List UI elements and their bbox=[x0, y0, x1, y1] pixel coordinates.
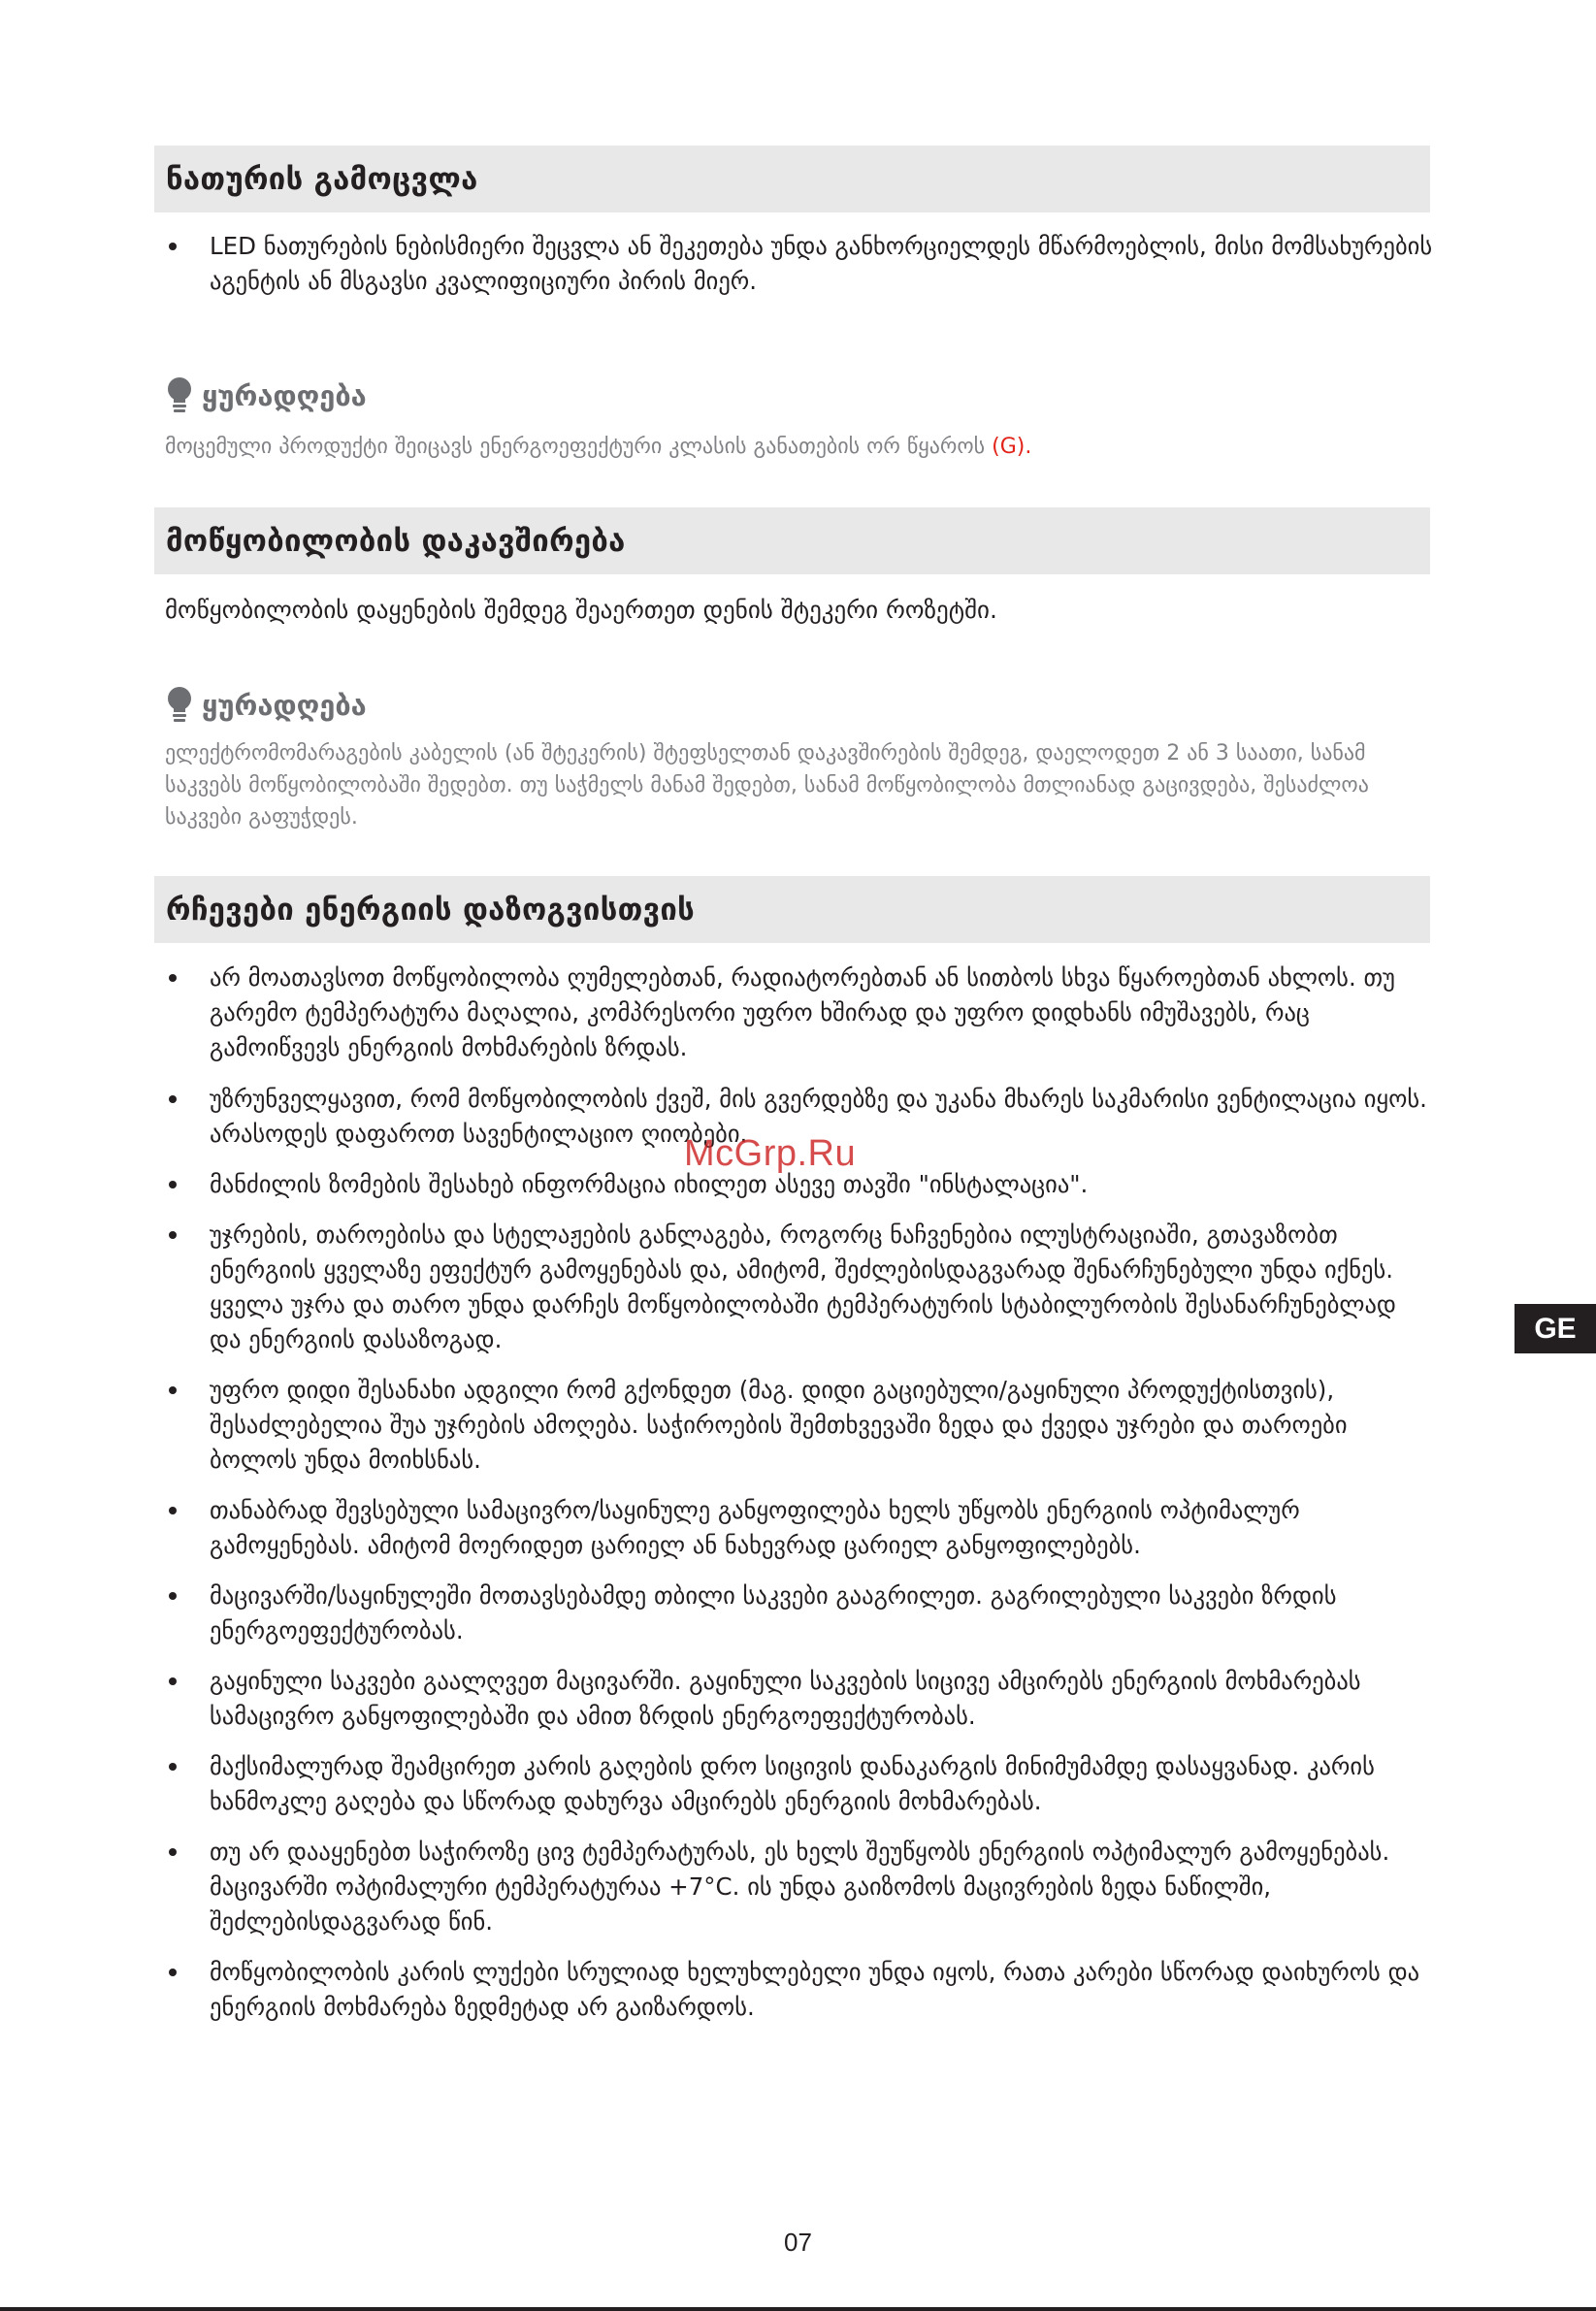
page-number: 07 bbox=[784, 2228, 812, 2257]
language-tab: GE bbox=[1515, 1304, 1596, 1353]
section-title: მოწყობილობის დაკავშირება bbox=[166, 523, 626, 559]
list-item: უზრუნველყავით, რომ მოწყობილობის ქვეშ, მის გვერდებზე და უკანა მხარეს საკმარისი ვენტილაცია იყოს. არასოდეს დაფაროთ სავენტილაციო ღიობები. bbox=[154, 1082, 1435, 1152]
bulb-icon bbox=[165, 376, 194, 415]
caution-label: ყურადღება bbox=[202, 689, 367, 722]
caution-text: ელექტრომომარაგების კაბელის (ან შტეკერის) შტეფსელთან დაკავშირების შემდეგ, დაელოდეთ 2 ან 3 საათი, სანამ საკვებს მოწყობილობაში შედებთ. თუ საჭმელს მანამ შედებთ, სანამ მოწყობილობა მთლიანად გაცივდება, შესაძლოა საკვები გაფუჭდეს. bbox=[165, 741, 1369, 830]
section-header-connect bbox=[154, 507, 1430, 574]
list-item: მაცივარში/საყინულეში მოთავსებამდე თბილი საკვები გააგრილეთ. გაგრილებული საკვები ზრდის ენერგოეფექტურობას. bbox=[154, 1579, 1435, 1648]
caution-label: ყურადღება bbox=[202, 379, 367, 412]
caution-body: მოცემული პროდუქტი შეიცავს ენერგოეფექტური კლასის განათების ორ წყაროს bbox=[165, 435, 986, 459]
caution-text bbox=[165, 431, 1426, 463]
tips-bullet-list bbox=[154, 960, 1435, 2025]
list-item: LED ნათურების ნებისმიერი შეცვლა ან შეკეთება უნდა განხორციელდეს მწარმოებლის, მისი მომსახურების აგენტის ან მსგავსი კვალიფიციური პირის მიერ. bbox=[154, 229, 1435, 299]
caution-heading bbox=[165, 684, 367, 727]
section-title: რჩევები ენერგიის დაზოგვისთვის bbox=[166, 892, 696, 928]
list-item: მაქსიმალურად შეამცირეთ კარის გაღების დრო სიცივის დანაკარგის მინიმუმამდე დასაყვანად. კარის ხანმოკლე გაღება და სწორად დახურვა ამცირებს ენერგიის მოხმარებას. bbox=[154, 1749, 1435, 1819]
list-item: უჯრების, თაროებისა და სტელაჟების განლაგება, როგორც ნაჩვენებია ილუსტრაციაში, გთავაზობთ ენერგიის ყველაზე ეფექტურ გამოყენებას და, ამიტომ, შეძლებისდაგვარად შენარჩუნებული უნდა იქნეს. ყველა უჯრა და თარო უნდა დარჩეს მოწყობილობაში ტემპერატურის სტაბილურობის შესანარჩუნებლად და ენერგიის დასაზოგად. bbox=[154, 1218, 1435, 1357]
list-item: უფრო დიდი შესანახი ადგილი რომ გქონდეთ (მაგ. დიდი გაციებული/გაყინული პროდუქტისთვის), შესაძლებელია შუა უჯრების ამოღება. საჭიროების შემთხვევაში ზედა და ქვედა უჯრები და თაროები ბოლოს უნდა მოიხსნას. bbox=[154, 1373, 1435, 1478]
list-item: არ მოათავსოთ მოწყობილობა ღუმელებთან, რადიატორებთან ან სითბოს სხვა წყაროებთან ახლოს. თუ გარემო ტემპერატურა მაღალია, კომპრესორი უფრო ხშირად და უფრო დიდხანს იმუშავებს, რაც გამოიწვევს ენერგიის მოხმარების ზრდას. bbox=[154, 960, 1435, 1065]
list-item: მოწყობილობის კარის ლუქები სრულიად ხელუხლებელი უნდა იყოს, რათა კარები სწორად დაიხუროს და ენერგიის მოხმარება ზედმეტად არ გაიზარდოს. bbox=[154, 1955, 1435, 2025]
bottom-rule bbox=[0, 2307, 1596, 2311]
list-item: თუ არ დააყენებთ საჭიროზე ცივ ტემპერატურას, ეს ხელს შეუწყობს ენერგიის ოპტიმალურ გამოყენებას. მაცივარში ოპტიმალური ტემპერატურაა +7°C. ის უნდა გაიზომოს მაცივრების ზედა ნაწილში, შეძლებისდაგვარად წინ. bbox=[154, 1835, 1435, 1939]
list-item: გაყინული საკვები გაალღვეთ მაცივარში. გაყინული საკვების სიცივე ამცირებს ენერგიის მოხმარებას სამაცივრო განყოფილებაში და ამით ზრდის ენერგოეფექტურობას. bbox=[154, 1664, 1435, 1734]
lamp-bullet-list bbox=[154, 229, 1435, 299]
section-header-lamp bbox=[154, 146, 1430, 212]
list-item: მანძილის ზომების შესახებ ინფორმაცია იხილეთ ასევე თავში "ინსტალაცია". bbox=[154, 1167, 1435, 1202]
watermark: McGrp.Ru bbox=[684, 1133, 857, 1174]
figure-reference: (G). bbox=[992, 435, 1032, 459]
bulb-icon bbox=[165, 686, 194, 725]
list-item: თანაბრად შევსებული სამაცივრო/საყინულე განყოფილება ხელს უწყობს ენერგიის ოპტიმალურ გამოყენებას. ამიტომ მოერიდეთ ცარიელ ან ნახევრად ცარიელ განყოფილებებს. bbox=[154, 1493, 1435, 1563]
section-header-tips bbox=[154, 876, 1430, 943]
connect-text: მოწყობილობის დაყენების შემდეგ შეაერთეთ დენის შტეკერი როზეტში. bbox=[165, 596, 997, 624]
section-title: ნათურის გამოცვლა bbox=[166, 161, 478, 197]
caution-heading bbox=[165, 374, 367, 417]
